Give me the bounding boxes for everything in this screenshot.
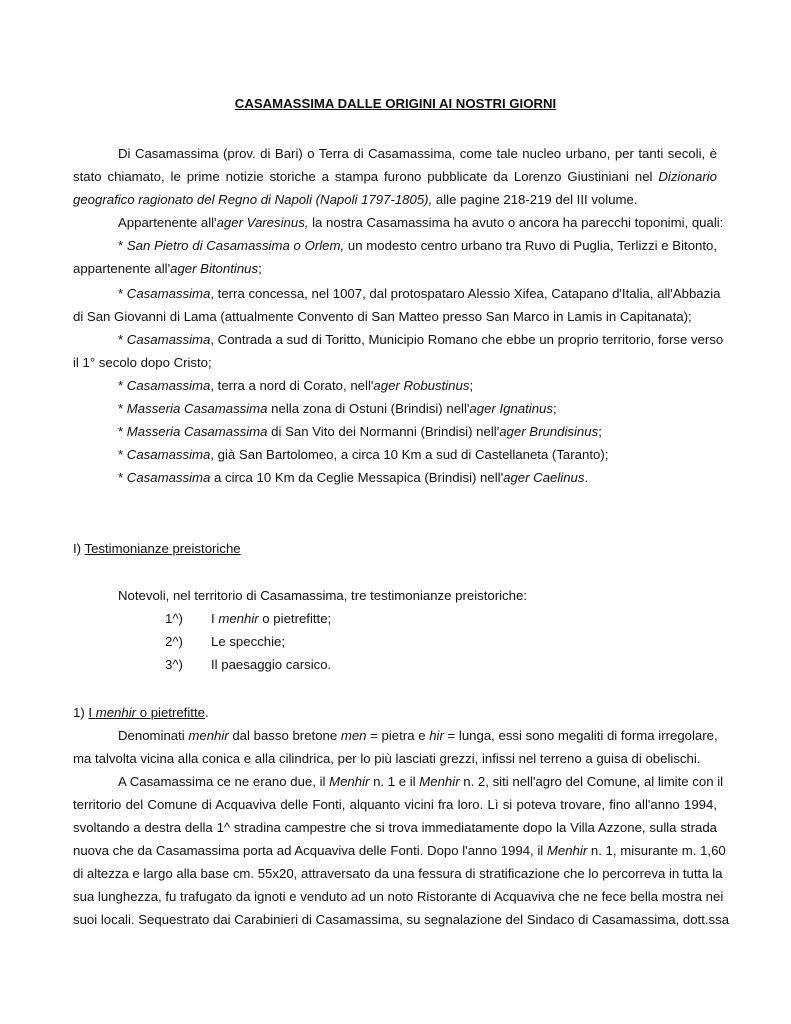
toponym-1-line-1: * San Pietro di Casamassima o Orlem, un modesto centro urbano tra Ruvo di Puglia, Terlizzi e Bitonto, (118, 238, 718, 253)
toponym-6: * Masseria Casamassima di San Vito dei Normanni (Brindisi) nell'ager Brundisinus; (118, 424, 602, 439)
toponym-1-line-2: appartenente all'ager Bitontinus; (73, 261, 262, 276)
list-item-3-text: Il paesaggio carsico. (211, 657, 332, 672)
toponym-4: * Casamassima, terra a nord di Corato, nell'ager Robustinus; (118, 378, 474, 393)
toponym-8: * Casamassima a circa 10 Km da Ceglie Messapica (Brindisi) nell'ager Caelinus. (118, 470, 589, 485)
denominati-line-2: ma talvolta vicina alla conica e alla cilindrica, per lo più lasciati grezzi, infissi nel terreno a guisa di obelischi. (73, 751, 701, 766)
acasamassima-line-7: suoi locali. Sequestrato dai Carabinieri di Casamassima, su segnalazione del Sindaco di Casamassima, dott.ssa (73, 912, 730, 927)
toponym-7: * Casamassima, già San Bartolomeo, a circa 10 Km a sud di Castellaneta (Taranto); (118, 447, 609, 462)
list-item-1-text: I menhir o pietrefitte; (211, 611, 332, 626)
denominati-line-1: Denominati menhir dal basso bretone men = pietra e hir = lunga, essi sono megaliti di forma irregolare, (118, 728, 718, 743)
section-heading: I) Testimonianze preistoriche (73, 541, 241, 556)
toponym-3-line-1: * Casamassima, Contrada a sud di Toritto, Municipio Romano che ebbe un proprio territorio, forse verso (118, 332, 724, 347)
notevoli-line: Notevoli, nel territorio di Casamassima, tre testimonianze preistoriche: (118, 588, 527, 603)
intro-line-1: Di Casamassima (prov. di Bari) o Terra di Casamassima, come tale nucleo urbano, per tanti secoli, è (118, 146, 717, 161)
toponym-2-line-2: di San Giovanni di Lama (attualmente Convento di San Matteo presso San Marco in Lamis in Capitanata); (73, 309, 692, 324)
acasamassima-line-4: nuova che da Casamassima porta ad Acquaviva delle Fonti. Dopo l'anno 1994, il Menhir n. 1, misurante m. 1,60 (73, 843, 726, 858)
acasamassima-line-3: svoltando a destra della 1^ stradina campestre che si trova immediatamente dopo la Villa Azzone, sulla strada (73, 820, 717, 835)
list-item-1-number: 1^) (165, 611, 183, 626)
acasamassima-line-2: territorio del Comune di Acquaviva delle Fonti, alquanto vicini fra loro. Lì si poteva trovare, fino all'anno 1994, (73, 797, 717, 812)
appartenente-line: Appartenente all'ager Varesinus, la nostra Casamassima ha avuto o ancora ha parecchi toponimi, quali: (118, 215, 724, 230)
document-title: CASAMASSIMA DALLE ORIGINI AI NOSTRI GIORNI (234, 96, 557, 111)
toponym-5: * Masseria Casamassima nella zona di Ostuni (Brindisi) nell'ager Ignatinus; (118, 401, 557, 416)
intro-line-2: stato chiamato, le prime notizie storiche a stampa furono pubblicate da Lorenzo Giustiniani nel Dizionario (73, 169, 717, 184)
acasamassima-line-1: A Casamassima ce ne erano due, il Menhir n. 1 e il Menhir n. 2, siti nell'agro del Comune, al limite con il (118, 774, 724, 789)
toponym-2-line-1: * Casamassima, terra concessa, nel 1007, dal protospataro Alessio Xifea, Catapano d'Italia, all'Abbazia (118, 286, 721, 301)
toponym-3-line-2: il 1° secolo dopo Cristo; (73, 355, 212, 370)
subsection-heading: 1) I menhir o pietrefitte. (73, 705, 209, 720)
list-item-2-text: Le specchie; (211, 634, 286, 649)
list-item-3-number: 3^) (165, 657, 183, 672)
intro-line-3: geografico ragionato del Regno di Napoli (Napoli 1797-1805), alle pagine 218-219 del III volume. (73, 192, 638, 207)
acasamassima-line-5: di altezza e largo alla base cm. 55x20, attraversato da una fessura di stratificazione che lo percorreva in tutta la (73, 866, 723, 881)
acasamassima-line-6: sua lunghezza, fu trafugato da ignoti e venduto ad un noto Ristorante di Acquaviva che ne fece bella mostra nei (73, 889, 724, 904)
list-item-2-number: 2^) (165, 634, 183, 649)
